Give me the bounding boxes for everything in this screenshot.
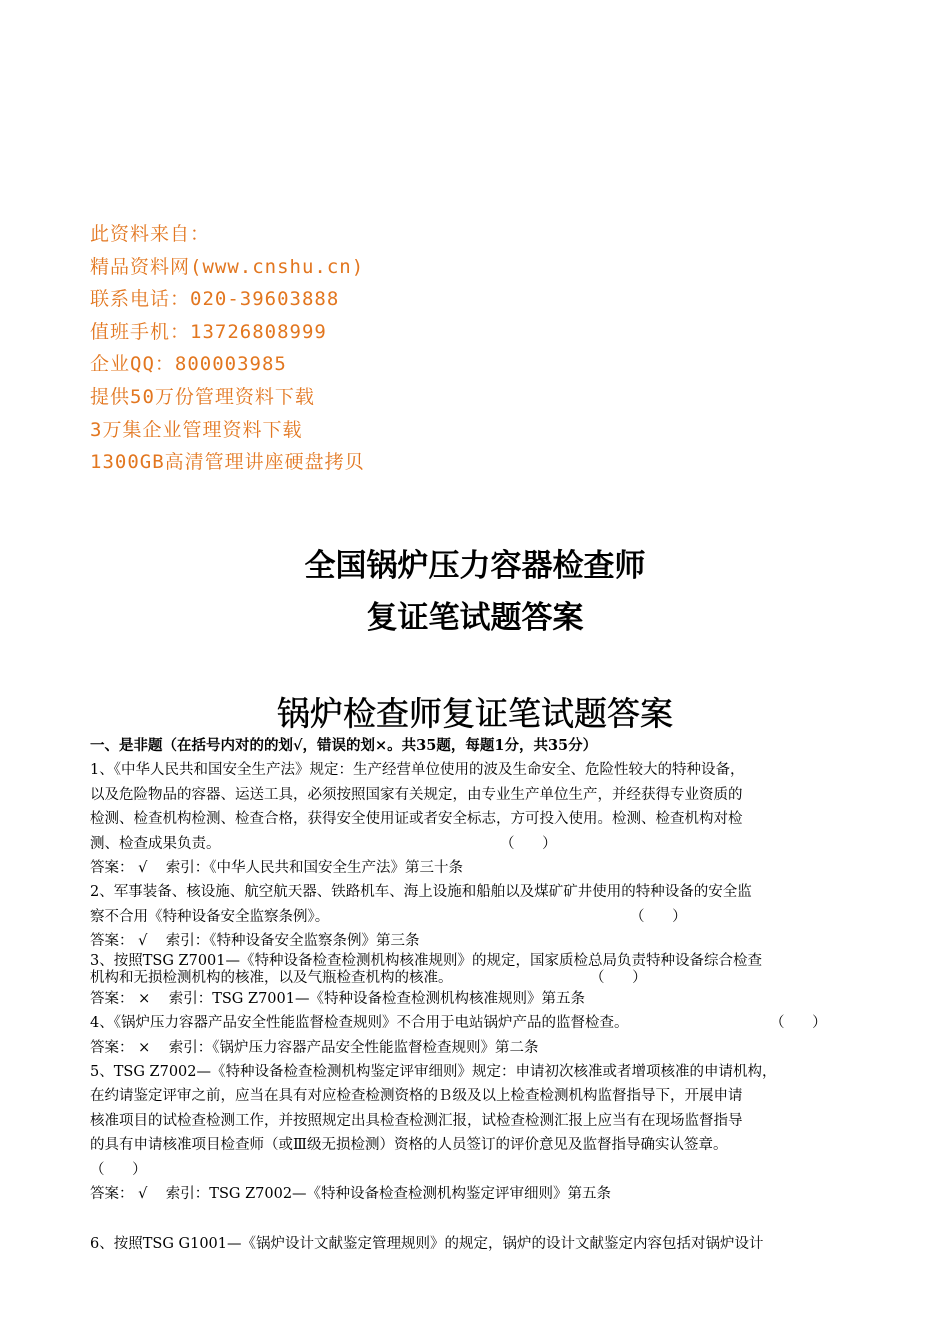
question-line: 测、检查成果负责。 xyxy=(90,835,221,852)
answer-parentheses: （ ） xyxy=(630,908,687,925)
question-line: 机构和无损检测机构的核准，以及气瓶检查机构的核准。 xyxy=(90,970,453,986)
document-title-line2: 复证笔试题答案 xyxy=(366,600,584,636)
ad-offer-line: 3万集企业管理资料下载 xyxy=(90,418,303,441)
answer-parentheses: （ ） xyxy=(770,1015,827,1031)
document-title-line1: 全国锅炉压力容器检查师 xyxy=(304,548,646,584)
question-2 xyxy=(90,880,870,929)
ad-website-line: 精品资料网(www.cnshu.cn) xyxy=(90,255,365,278)
answer-line: 答案： √ 索引：《中华人民共和国安全生产法》第三十条 xyxy=(90,860,464,876)
question-line: 2、军事装备、核设施、航空航天器、铁路机车、海上设施和船舶以及煤矿矿井使用的特种设备的安全监 xyxy=(90,884,752,900)
question-3 xyxy=(90,953,870,987)
question-line: 3、按照TSG Z7001—《特种设备检查检测机构核准规则》的规定，国家质检总局负责特种设备综合检查 xyxy=(90,953,762,969)
question-line: 6、按照TSG G1001—《锅炉设计文献鉴定管理规则》的规定，锅炉的设计文献鉴定内容包括对锅炉设计 xyxy=(90,1236,764,1252)
answer-parentheses: （ ） xyxy=(590,970,647,986)
answer-line: 答案： × 索引：《锅炉压力容器产品安全性能监督检查规则》第二条 xyxy=(90,1039,539,1056)
question-5 xyxy=(90,1060,870,1183)
answer-parentheses: （ ） xyxy=(90,1161,147,1178)
question-1 xyxy=(90,758,870,856)
answer-line: 答案： √ 索引：TSG Z7002—《特种设备检查检测机构鉴定评审细则》第五条 xyxy=(90,1186,612,1202)
question-line: 1、《中华人民共和国安全生产法》规定：生产经营单位使用的波及生命安全、危险性较大的特种设备， xyxy=(90,762,745,778)
ad-source-line: 此资料来自： xyxy=(90,223,211,245)
question-line: 4、《锅炉压力容器产品安全性能监督检查规则》不合用于电站锅炉产品的监督检查。 xyxy=(90,1015,629,1031)
ad-offer-line: 1300GB高清管理讲座硬盘拷贝 xyxy=(90,451,365,474)
ad-qq-line: 企业QQ：800003985 xyxy=(90,353,287,376)
question-line: 以及危险物品的容器、运送工具，必须按照国家有关规定，由专业生产单位生产，并经获得专业资质的 xyxy=(90,786,743,803)
question-4 xyxy=(90,1011,870,1036)
ad-offer-line: 提供50万份管理资料下载 xyxy=(90,385,315,408)
answer-line: 答案： × 索引：TSG Z7001—《特种设备检查检测机构核准规则》第五条 xyxy=(90,991,585,1007)
document-body xyxy=(90,734,870,1257)
ad-block xyxy=(90,218,790,479)
question-line: 5、TSG Z7002—《特种设备检查检测机构鉴定评审细则》规定：申请初次核准或者增项核准的申请机构， xyxy=(90,1063,777,1080)
document-subtitle: 锅炉检查师复证笔试题答案 xyxy=(277,694,673,733)
question-line: 检测、检查机构检测、检查合格，获得安全使用证或者安全标志，方可投入使用。检测、检查机构对检 xyxy=(90,811,743,827)
answer-line: 答案： √ 索引：《特种设备安全监察条例》第三条 xyxy=(90,933,420,949)
question-line: 在约请鉴定评审之前，应当在具有对应检查检测资格的Ｂ级及以上检查检测机构监督指导下，开展申请 xyxy=(90,1088,743,1104)
question-line: 察不合用《特种设备安全监察条例》。 xyxy=(90,908,330,925)
ad-phone-line: 联系电话：020-39603888 xyxy=(90,288,340,311)
question-line: 核准项目的试检查检测工作，并按照规定出具检查检测汇报，试检查检测汇报上应当有在现场监督指导 xyxy=(90,1112,743,1129)
ad-mobile-line: 值班手机：13726808999 xyxy=(90,320,327,343)
answer-parentheses: （ ） xyxy=(500,835,557,852)
question-6 xyxy=(90,1232,870,1257)
question-line: 的具有申请核准项目检查师（或Ⅲ级无损检测）资格的人员签订的评价意见及监督指导确实认签章。 xyxy=(90,1137,728,1153)
section-heading: 一、是非题（在括号内对的的划√，错误的划×。共35题，每题1分，共35分） xyxy=(90,737,598,754)
